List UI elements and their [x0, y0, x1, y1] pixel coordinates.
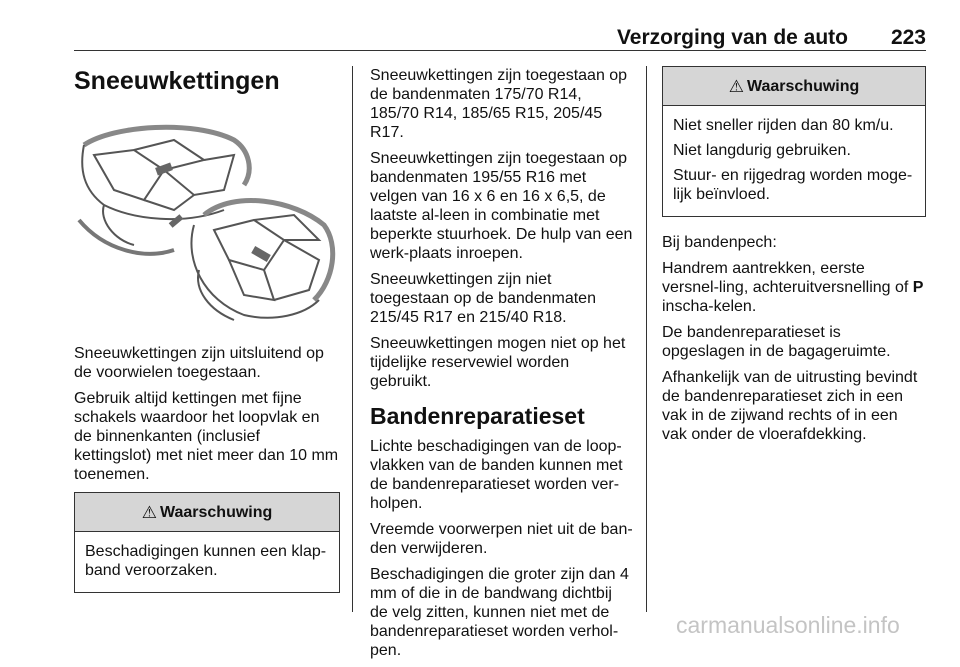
column-2	[370, 66, 634, 667]
gear-p-label: P	[912, 279, 924, 296]
snow-chain-illustration-icon	[74, 110, 340, 325]
column-3	[662, 66, 926, 451]
paragraph: Bij bandenpech:	[662, 234, 777, 251]
paragraph: Sneeuwkettingen zijn niet toegestaan op de bandenmaten 215/45 R17 en 215/40 R18.	[370, 271, 596, 326]
warning-icon: ⚠	[141, 502, 157, 522]
page-number: 223	[890, 26, 926, 49]
paragraph: Sneeuwkettingen zijn uitsluitend op de voorwielen toegestaan.	[74, 345, 324, 381]
column-divider	[352, 66, 353, 612]
paragraph	[662, 259, 926, 316]
warning-item: Stuur- en rijgedrag worden moge-lijk beïnvloed.	[673, 167, 913, 203]
paragraph: Afhankelijk van de uitrusting bevindt de bandenreparatieset zich in een vak in de zijwand rechts of in een vak onder de vloerafdekking.	[662, 369, 918, 443]
paragraph: Sneeuwkettingen zijn toegestaan op de bandenmaten 175/70 R14, 185/70 R14, 185/65 R15, 205/45 R17.	[370, 67, 628, 141]
warning-body	[663, 106, 925, 216]
paragraph: Lichte beschadigingen van de loop-vlakken van de banden kunnen met de bandenreparatieset worden ver-holpen.	[370, 438, 623, 512]
paragraph: Sneeuwkettingen mogen niet op het tijdelijke reservewiel worden gebruikt.	[370, 335, 626, 390]
page-header	[74, 0, 926, 51]
warning-box	[662, 66, 926, 217]
watermark: carmanualsonline.info	[676, 612, 900, 638]
column-divider	[646, 66, 647, 612]
warning-header	[663, 67, 925, 106]
warning-header	[75, 493, 339, 532]
warning-title: Waarschuwing	[159, 503, 273, 521]
heading-sneeuwkettingen: Sneeuwkettingen	[74, 67, 280, 95]
paragraph: Beschadigingen die groter zijn dan 4 mm of die in de bandwang dichtbij de velg zitten, kunnen niet met de bandenreparatieset worden verhol-pen.	[370, 566, 629, 659]
warning-title: Waarschuwing	[746, 77, 860, 95]
warning-icon: ⚠	[728, 76, 744, 96]
warning-item: Niet sneller rijden dan 80 km/u.	[673, 117, 894, 134]
text-run: inscha-kelen.	[662, 298, 757, 315]
warning-body	[75, 532, 339, 592]
warning-box	[74, 492, 340, 593]
paragraph: Sneeuwkettingen zijn toegestaan op bandenmaten 195/55 R16 met velgen van 16 x 6 en 16 x 6,5, de laatste al-leen in combinatie met beperkte stuurhoek. De hulp van een werk-plaats inroepen.	[370, 150, 633, 262]
column-1	[74, 66, 340, 593]
paragraph: De bandenreparatieset is opgeslagen in de bagageruimte.	[662, 324, 891, 360]
paragraph: Vreemde voorwerpen niet uit de ban-den verwijderen.	[370, 521, 633, 557]
text-run: Handrem aantrekken, eerste versnel-ling, achteruitversnelling of	[662, 260, 913, 296]
warning-item: Niet langdurig gebruiken.	[673, 142, 851, 159]
paragraph: Gebruik altijd kettingen met fijne schakels waardoor het loopvlak en de binnenkanten (inclusief kettingslot) met niet meer dan 10 mm toenemen.	[74, 390, 339, 483]
section-title: Verzorging van de auto	[616, 26, 848, 49]
warning-text: Beschadigingen kunnen een klap-band veroorzaken.	[85, 543, 327, 579]
heading-bandenreparatieset: Bandenreparatieset	[370, 403, 585, 429]
